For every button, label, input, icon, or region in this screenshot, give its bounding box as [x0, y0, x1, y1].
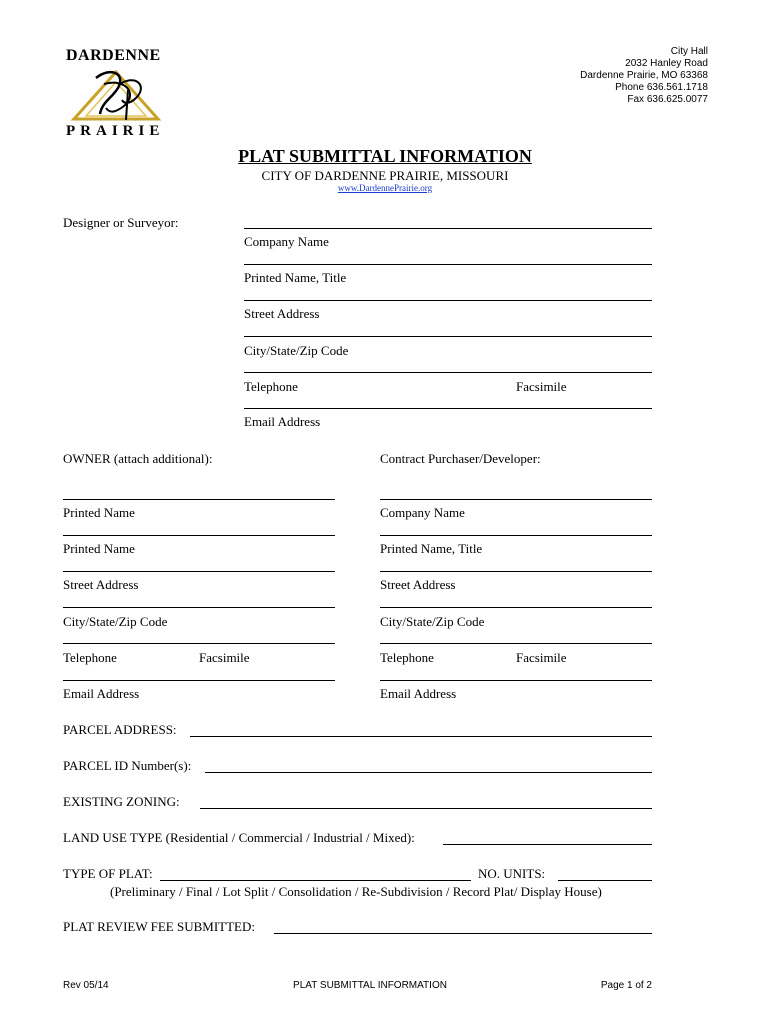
address-fax: Fax 636.625.0077 — [627, 94, 708, 105]
land-use-label: LAND USE TYPE (Residential / Commercial / Industrial / Mixed): — [63, 830, 415, 845]
purchaser-company-caption: Company Name — [380, 505, 465, 520]
page-title — [0, 146, 770, 166]
owner-email-field[interactable] — [63, 680, 335, 681]
parcel-address-field[interactable] — [190, 736, 652, 737]
address-line: Dardenne Prairie, MO 63368 — [580, 70, 708, 81]
designer-fax-caption: Facsimile — [516, 379, 567, 394]
plat-type-field[interactable] — [160, 880, 471, 881]
purchaser-telephone-caption: Telephone — [380, 650, 434, 665]
designer-city-caption: City/State/Zip Code — [244, 343, 349, 358]
owner-street-field[interactable] — [63, 571, 335, 572]
units-field[interactable] — [558, 880, 652, 881]
logo-bottom-word: PRAIRIE — [66, 123, 165, 139]
address-phone: Phone 636.561.1718 — [615, 82, 708, 93]
owner-street-caption: Street Address — [63, 577, 139, 592]
purchaser-street-caption: Street Address — [380, 577, 456, 592]
purchaser-city-field[interactable] — [380, 607, 652, 608]
plat-type-label: TYPE OF PLAT: — [63, 866, 153, 881]
designer-name-field[interactable] — [244, 264, 652, 265]
purchaser-name-caption: Printed Name, Title — [380, 541, 483, 556]
owner-fax-caption: Facsimile — [199, 650, 250, 665]
owner-name-2-caption: Printed Name — [63, 541, 135, 556]
page-title-text: PLAT SUBMITTAL INFORMATION — [238, 146, 532, 166]
zoning-field[interactable] — [200, 808, 652, 809]
footer-page-number: Page 1 of 2 — [600, 980, 652, 991]
fee-label: PLAT REVIEW FEE SUBMITTED: — [63, 919, 255, 934]
designer-name-caption: Printed Name, Title — [244, 270, 347, 285]
purchaser-email-caption: Email Address — [380, 686, 457, 701]
land-use-field[interactable] — [443, 844, 652, 845]
owner-phone-fax-field[interactable] — [63, 643, 335, 644]
designer-email-caption: Email Address — [244, 414, 321, 429]
designer-phone-fax-field[interactable] — [244, 372, 652, 373]
footer-revision: Rev 05/14 — [63, 980, 109, 991]
owner-city-field[interactable] — [63, 607, 335, 608]
purchaser-city-caption: City/State/Zip Code — [380, 614, 485, 629]
purchaser-phone-fax-field[interactable] — [380, 643, 652, 644]
designer-company-field[interactable] — [244, 228, 652, 229]
owner-name-1-caption: Printed Name — [63, 505, 135, 520]
plat-type-options: (Preliminary / Final / Lot Split / Consolidation / Re-Subdivision / Record Plat/ Display House) — [110, 884, 602, 899]
parcel-address-label: PARCEL ADDRESS: — [63, 722, 177, 737]
owner-name-2-field[interactable] — [63, 535, 335, 536]
designer-telephone-caption: Telephone — [244, 379, 298, 394]
purchaser-label: Contract Purchaser/Developer: — [380, 451, 541, 466]
purchaser-name-field[interactable] — [380, 535, 652, 536]
footer-title: PLAT SUBMITTAL INFORMATION — [293, 980, 447, 991]
address-line: 2032 Hanley Road — [625, 58, 708, 69]
purchaser-fax-caption: Facsimile — [516, 650, 567, 665]
logo-monogram-icon — [66, 64, 166, 124]
designer-street-caption: Street Address — [244, 306, 320, 321]
parcel-id-field[interactable] — [205, 772, 652, 773]
designer-email-field[interactable] — [244, 408, 652, 409]
designer-label: Designer or Surveyor: — [63, 215, 179, 230]
website-link[interactable]: www.DardennePrairie.org — [337, 183, 433, 193]
logo-top-word: DARDENNE — [66, 47, 161, 64]
page-subtitle: CITY OF DARDENNE PRAIRIE, MISSOURI — [261, 168, 509, 183]
designer-company-caption: Company Name — [244, 234, 329, 249]
owner-name-1-field[interactable] — [63, 499, 335, 500]
zoning-label: EXISTING ZONING: — [63, 794, 180, 809]
fee-field[interactable] — [274, 933, 652, 934]
purchaser-email-field[interactable] — [380, 680, 652, 681]
units-label: NO. UNITS: — [478, 866, 546, 881]
address-line: City Hall — [670, 46, 708, 57]
owner-city-caption: City/State/Zip Code — [63, 614, 168, 629]
parcel-id-label: PARCEL ID Number(s): — [63, 758, 192, 773]
purchaser-company-field[interactable] — [380, 499, 652, 500]
purchaser-street-field[interactable] — [380, 571, 652, 572]
designer-street-field[interactable] — [244, 300, 652, 301]
designer-city-field[interactable] — [244, 336, 652, 337]
owner-email-caption: Email Address — [63, 686, 140, 701]
owner-label: OWNER (attach additional): — [63, 451, 213, 466]
owner-telephone-caption: Telephone — [63, 650, 117, 665]
